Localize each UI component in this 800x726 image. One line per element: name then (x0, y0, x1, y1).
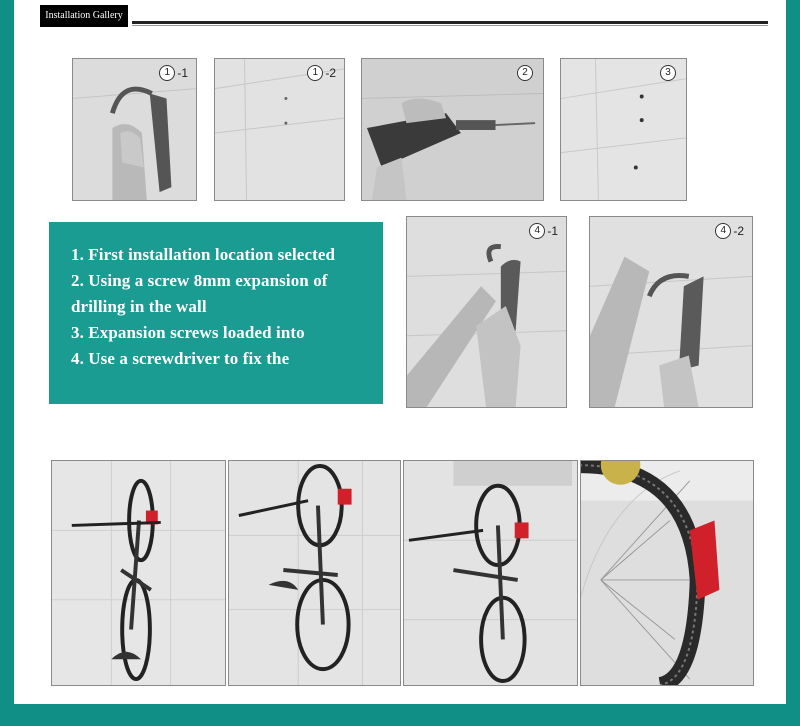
instruction-line: 1. First installation location selected (71, 245, 336, 264)
step-label-3 (660, 65, 678, 81)
photo-bike-2 (228, 460, 401, 686)
step-suffix: -1 (547, 224, 558, 238)
step-label-4-2 (715, 223, 744, 239)
step-number: 3 (660, 65, 676, 81)
step-number: 1 (159, 65, 175, 81)
photo-bike-1 (51, 460, 226, 686)
instruction-line: 4. Use a screwdriver to fix the (71, 349, 290, 368)
instruction-line: drilling in the wall (71, 297, 207, 316)
photo-step-1-1 (72, 58, 197, 201)
step-label-1-2 (307, 65, 336, 81)
teal-frame-right (786, 0, 800, 726)
installation-instructions (49, 222, 383, 404)
teal-frame-bottom (0, 704, 800, 726)
photo-bike-3 (403, 460, 578, 686)
photo-step-2 (361, 58, 544, 201)
instruction-line: 3. Expansion screws loaded into (71, 323, 305, 342)
step-number: 2 (517, 65, 533, 81)
header-divider (132, 21, 768, 24)
step-suffix: -2 (325, 66, 336, 80)
step-label-4-1 (529, 223, 558, 239)
photo-step-3 (560, 58, 687, 201)
teal-frame-left (0, 0, 14, 726)
photo-step-4-1 (406, 216, 567, 408)
photo-wheel-closeup (580, 460, 754, 686)
step-number: 1 (307, 65, 323, 81)
photo-step-4-2 (589, 216, 753, 408)
header-divider-thin (132, 25, 768, 26)
step-number: 4 (715, 223, 731, 239)
step-label-2 (517, 65, 535, 81)
step-suffix: -1 (177, 66, 188, 80)
step-label-1-1 (159, 65, 188, 81)
step-suffix: -2 (733, 224, 744, 238)
step-number: 4 (529, 223, 545, 239)
instruction-line: 2. Using a screw 8mm expansion of (71, 271, 328, 290)
photo-step-1-2 (214, 58, 345, 201)
gallery-header-tab: Installation Gallery (40, 5, 128, 27)
